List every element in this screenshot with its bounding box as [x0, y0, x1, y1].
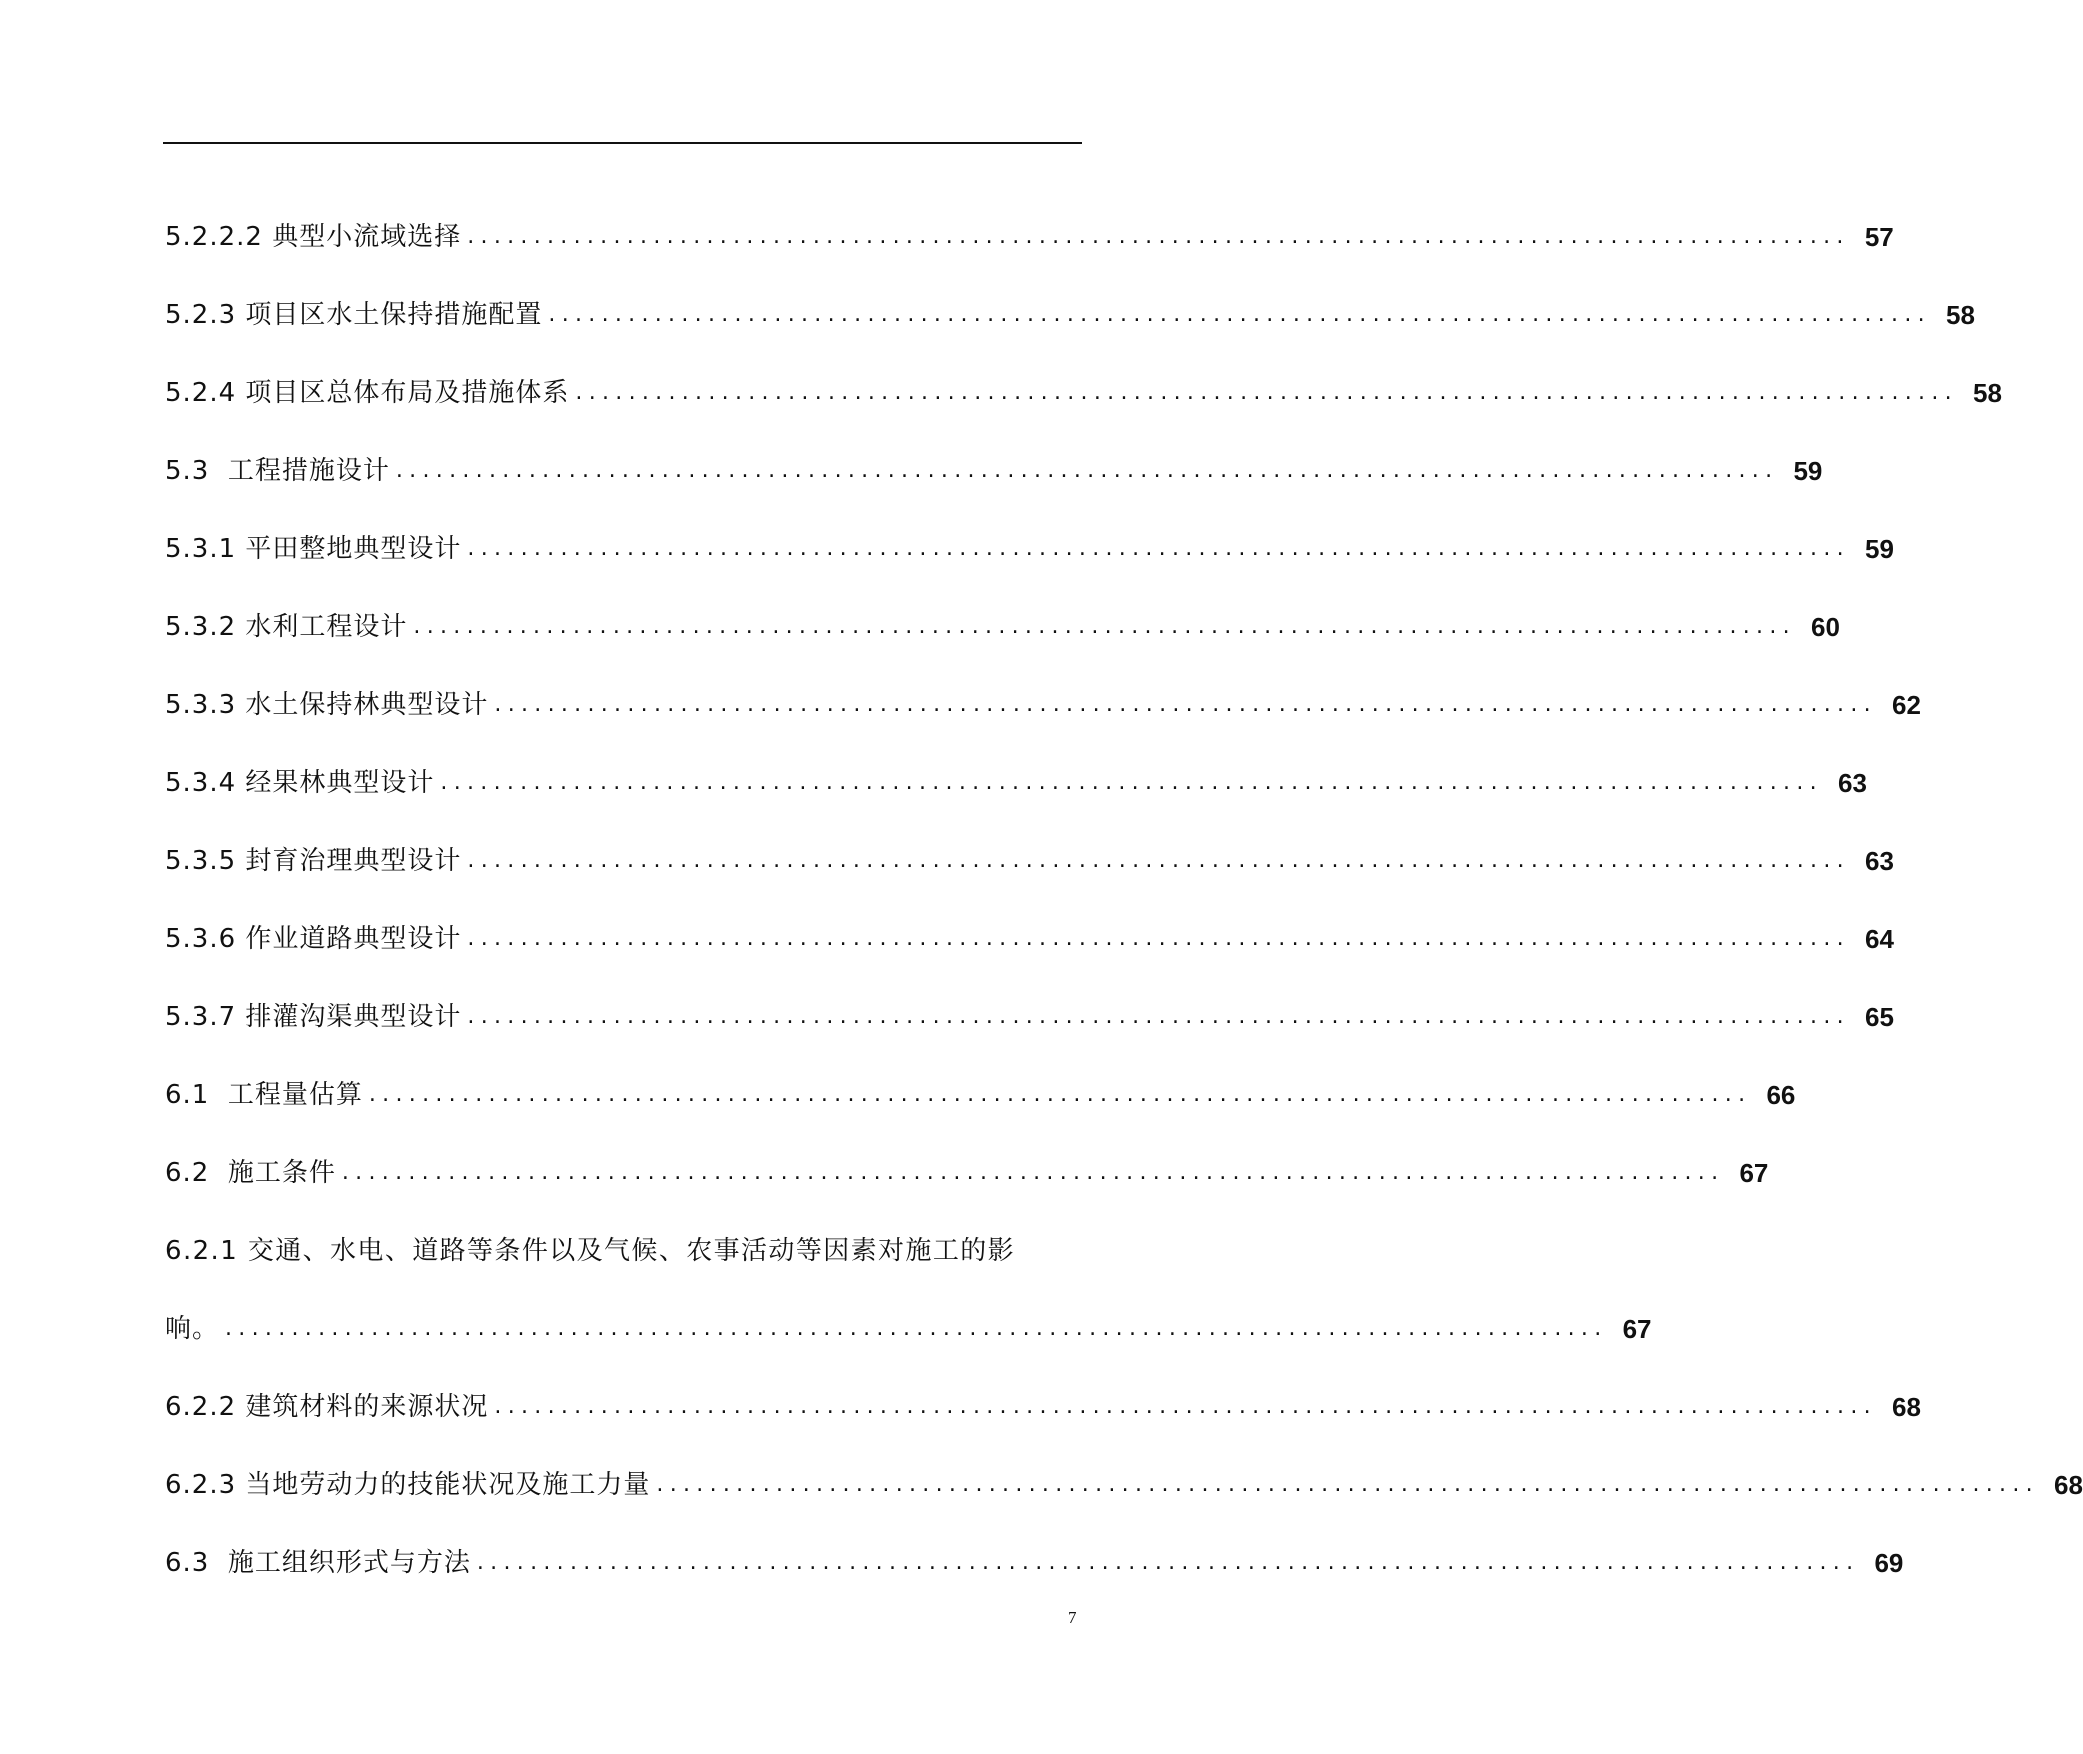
toc-leader-dots: ........................................................................................................: [395, 458, 1779, 483]
toc-leader-dots: ........................................................................................................: [656, 1472, 2039, 1497]
toc-entry[interactable]: [165, 1524, 1904, 1602]
toc-entry-wrapped-line2[interactable]: [165, 1290, 1652, 1368]
toc-entry-label-line1: 6.2.1 交通、水电、道路等条件以及气候、农事活动等因素对施工的影: [165, 1236, 1016, 1266]
toc-entry-label: 5.3.5 封育治理典型设计: [165, 846, 462, 876]
toc-entry-page: 59: [1793, 456, 1823, 486]
toc-entry[interactable]: [165, 978, 1894, 1056]
toc-entry[interactable]: [165, 1368, 1921, 1446]
toc-leader-dots: ........................................................................................................: [440, 770, 1823, 795]
toc-entry-page: 58: [1973, 378, 2002, 408]
toc-leader-dots: ........................................................................................................: [467, 224, 1850, 249]
toc-entry-page: 62: [1892, 690, 1921, 720]
toc-leader-dots: ........................................................................................................: [494, 692, 1877, 717]
toc-leader-dots: ........................................................................................................: [575, 380, 1958, 405]
toc-leader-dots: ........................................................................................................: [341, 1160, 1725, 1185]
toc-entry-page: 63: [1865, 846, 1894, 876]
toc-entry-label: 5.3.7 排灌沟渠典型设计: [165, 1002, 462, 1032]
toc-entry-page: 63: [1838, 768, 1867, 798]
toc-entry-label: 6.3 施工组织形式与方法: [165, 1548, 471, 1578]
toc-entry-label: 5.3.4 经果林典型设计: [165, 768, 435, 798]
toc-entry-page: 67: [1622, 1314, 1652, 1344]
toc-leader-dots: ........................................................................................................: [548, 302, 1931, 327]
toc-entry[interactable]: [165, 744, 1867, 822]
toc-leader-dots: ........................................................................................................: [467, 536, 1850, 561]
toc-entry-page: 69: [1874, 1548, 1904, 1578]
toc-entry[interactable]: [165, 900, 1894, 978]
toc-entry[interactable]: [165, 666, 1921, 744]
toc-entry-label: 5.2.2.2 典型小流域选择: [165, 222, 462, 252]
toc-entry-page: 65: [1865, 1002, 1894, 1032]
toc-entry-page: 68: [2054, 1470, 2083, 1500]
toc-leader-dots: ........................................................................................................: [368, 1082, 1752, 1107]
page-number: 7: [1068, 1608, 1077, 1627]
toc-leader-dots: ........................................................................................................: [494, 1394, 1877, 1419]
toc-entry-page: 59: [1865, 534, 1894, 564]
toc-entry-page: 58: [1946, 300, 1975, 330]
toc-entry[interactable]: [165, 198, 1894, 276]
toc-entry[interactable]: [165, 354, 2002, 432]
toc-leader-dots: ........................................................................................................: [467, 926, 1850, 951]
toc-entry-label-line2: 响。: [165, 1314, 220, 1344]
toc-entry-label: 5.3 工程措施设计: [165, 456, 390, 486]
toc-entry-label: 5.3.1 平田整地典型设计: [165, 534, 462, 564]
toc-entry-page: 66: [1766, 1080, 1796, 1110]
toc-entry-page: 64: [1865, 924, 1894, 954]
toc-entry[interactable]: [165, 1446, 2083, 1524]
toc-leader-dots: ........................................................................................................: [413, 614, 1796, 639]
toc-leader-dots: ........................................................................................................: [476, 1550, 1860, 1575]
toc-entry[interactable]: [165, 1134, 1769, 1212]
toc-leader-dots: ........................................................................................................: [467, 848, 1850, 873]
toc-entry-label: 6.2 施工条件: [165, 1158, 336, 1188]
toc-entry-page: 67: [1739, 1158, 1769, 1188]
header-rule: [163, 142, 1082, 144]
toc-leader-dots: ........................................................................................................: [467, 1004, 1850, 1029]
toc-entry-label: 5.2.3 项目区水土保持措施配置: [165, 300, 543, 330]
toc-leader-dots: ........................................................................................................: [225, 1316, 1608, 1341]
toc-entry-label: 6.2.2 建筑材料的来源状况: [165, 1392, 489, 1422]
toc-entry-label: 5.3.2 水利工程设计: [165, 612, 408, 642]
toc-entry[interactable]: [165, 1056, 1796, 1134]
toc-entry-label: 6.1 工程量估算: [165, 1080, 363, 1110]
toc-entry-page: 68: [1892, 1392, 1921, 1422]
toc-entry[interactable]: [165, 432, 1823, 510]
toc-entry-label: 5.2.4 项目区总体布局及措施体系: [165, 378, 570, 408]
toc-entry-wrapped-line1[interactable]: [165, 1212, 1065, 1290]
table-of-contents: [165, 198, 2083, 1602]
toc-entry-label: 6.2.3 当地劳动力的技能状况及施工力量: [165, 1470, 651, 1500]
toc-entry[interactable]: [165, 276, 1975, 354]
toc-entry-label: 5.3.3 水土保持林典型设计: [165, 690, 489, 720]
toc-entry-page: 57: [1864, 222, 1894, 252]
toc-entry[interactable]: [165, 588, 1840, 666]
toc-entry[interactable]: [165, 822, 1894, 900]
toc-entry-label: 5.3.6 作业道路典型设计: [165, 924, 462, 954]
toc-entry[interactable]: [165, 510, 1894, 588]
toc-entry-page: 60: [1811, 612, 1840, 642]
